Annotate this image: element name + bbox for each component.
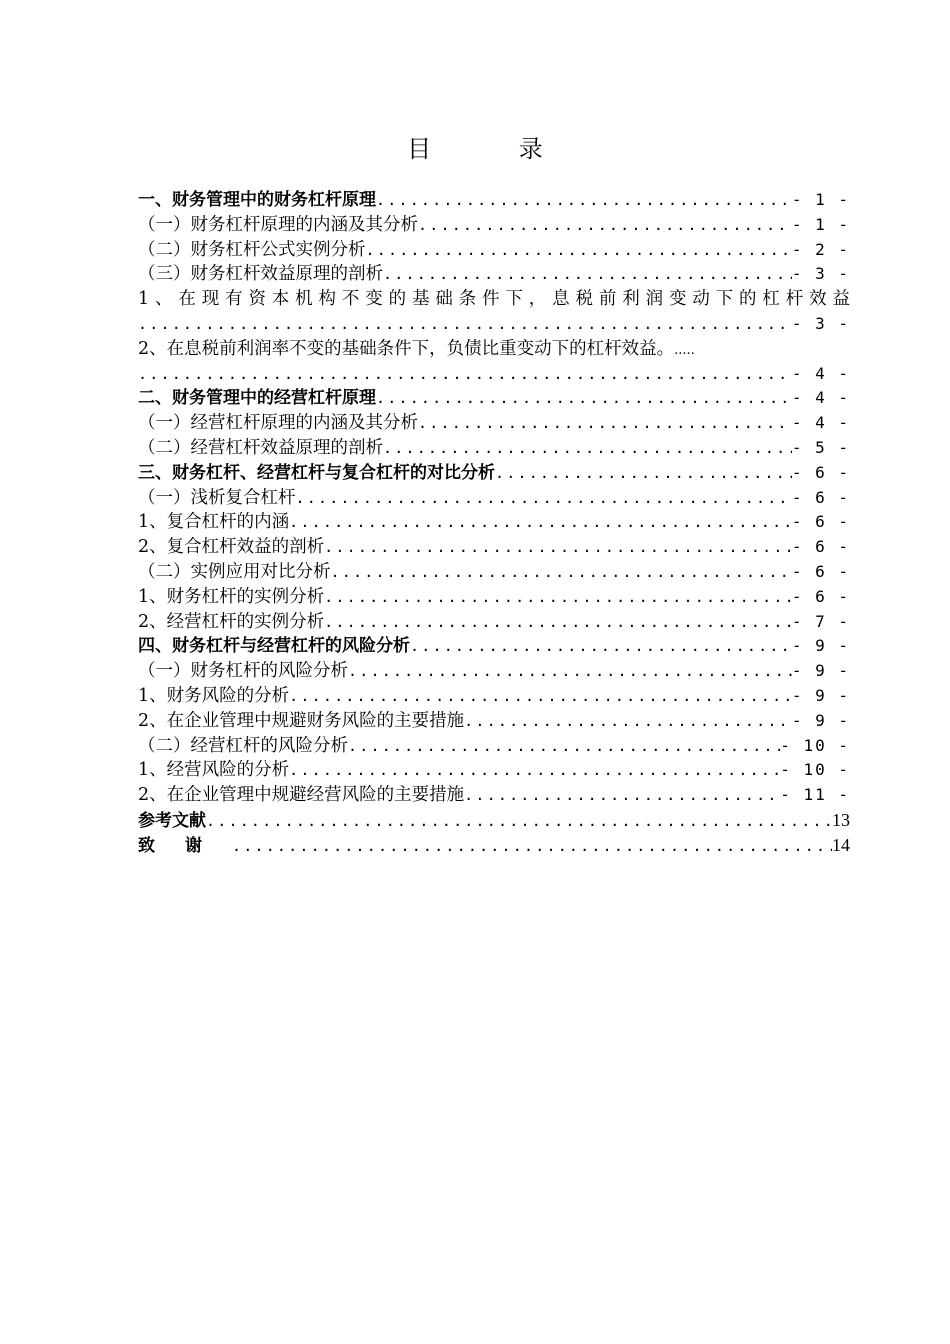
toc-page-number: - 7 -: [791, 611, 850, 631]
dot-leader: [383, 436, 792, 461]
toc-entry-label: 三、财务杠杆、经营杠杆与复合杠杆的对比分析: [138, 462, 495, 483]
dot-leader: [232, 834, 832, 859]
toc-entry-label: （二）经营杠杆的风险分析: [138, 735, 348, 756]
dot-leader: [324, 585, 792, 610]
toc-entry[interactable]: [138, 610, 850, 635]
toc-page-number: - 3 -: [791, 313, 850, 333]
dot-leader: [383, 262, 792, 287]
dot-leader: [376, 188, 792, 213]
toc-page-number: - 9 -: [791, 685, 850, 705]
toc-entry[interactable]: [138, 386, 850, 411]
toc-entry[interactable]: [138, 684, 850, 709]
toc-entry-label: 1、经营风险的分析: [138, 760, 290, 781]
toc-page-number: - 4 -: [791, 413, 850, 433]
toc-page-number: - 3 -: [791, 264, 850, 284]
dot-leader: [418, 213, 792, 238]
toc-page-number: - 6 -: [791, 487, 850, 507]
toc-entry-label: （一）浅析复合杠杆: [138, 487, 296, 508]
toc-entry-label: （二）实例应用对比分析: [138, 561, 331, 582]
dot-leader: [331, 560, 792, 585]
toc-entry[interactable]: [138, 709, 850, 734]
toc-entry[interactable]: [138, 659, 850, 684]
toc-entry[interactable]: [138, 758, 850, 783]
toc-page-number: - 9 -: [791, 636, 850, 656]
toc-entry-label: （一）财务杠杆的风险分析: [138, 661, 348, 682]
toc-entry-label: 2、复合杠杆效益的剖析: [138, 537, 325, 558]
toc-page-number: - 6 -: [791, 586, 850, 606]
toc-entry-label: 二、财务管理中的经营杠杆原理: [138, 388, 376, 409]
toc-entry[interactable]: [138, 535, 850, 560]
toc-entry[interactable]: [138, 560, 850, 585]
dot-leader: [376, 386, 792, 411]
toc-entry-label: 2、经营杠杆的实例分析: [138, 611, 325, 632]
toc-entry-label: 四、财务杠杆与经营杠杆的风险分析: [138, 636, 410, 657]
toc-page-number: - 6 -: [791, 462, 850, 482]
toc-entry-wrapped-second-line[interactable]: [138, 312, 850, 337]
toc-entry[interactable]: [138, 238, 850, 263]
toc-page-number: - 11 -: [780, 785, 850, 805]
toc-entry-label: 2、在息税前利润率不变的基础条件下，负债比重变动下的杠杆效益。: [138, 338, 675, 359]
dot-leader: [289, 510, 792, 535]
toc-entry-wrapped-second-line[interactable]: [138, 362, 850, 387]
toc-page-number: - 9 -: [791, 661, 850, 681]
toc-entry-label: （一）经营杠杆原理的内涵及其分析: [138, 413, 418, 434]
toc-entry-label: 参考文献: [138, 810, 206, 831]
toc-page-number: - 1 -: [791, 190, 850, 209]
toc-entry[interactable]: [138, 783, 850, 808]
toc-entry[interactable]: [138, 808, 850, 833]
toc-page-number: - 4 -: [791, 388, 850, 408]
toc-entry-label: 致谢: [138, 835, 232, 856]
dot-leader: [289, 684, 792, 709]
toc-page-number: - 6 -: [791, 512, 850, 532]
toc-entry[interactable]: [138, 213, 850, 238]
toc-page-number: - 2 -: [791, 239, 850, 259]
toc-page-number: - 4 -: [791, 363, 850, 383]
dot-leader: [366, 238, 792, 263]
toc-entry[interactable]: [138, 734, 850, 759]
toc-entry-label: （三）财务杠杆效益原理的剖析: [138, 264, 383, 285]
toc-entry-label: （一）财务杠杆原理的内涵及其分析: [138, 214, 418, 235]
dot-leader: [289, 758, 780, 783]
toc-entry-label: 1、在现有资本机构不变的基础条件下，息税前利润变动下的杠杆效益: [138, 289, 850, 310]
dot-leader: [495, 461, 792, 486]
dot-leader: [138, 312, 792, 337]
dot-leader: [410, 634, 792, 659]
toc-entry-label: 1、复合杠杆的内涵: [138, 512, 290, 533]
toc-page-number: - 1 -: [791, 214, 850, 234]
dot-leader: [464, 709, 792, 734]
toc-page-number: - 6 -: [791, 537, 850, 557]
dot-leader: [206, 809, 832, 834]
toc-entry[interactable]: [138, 411, 850, 436]
toc-entry[interactable]: [138, 486, 850, 511]
toc-entry-label: 1、财务杠杆的实例分析: [138, 586, 325, 607]
toc-entry[interactable]: [138, 262, 850, 287]
dot-leader: [348, 659, 792, 684]
toc-entry[interactable]: [138, 634, 850, 659]
toc-entry[interactable]: [138, 833, 850, 858]
toc-entry-tail-dots: .....: [674, 342, 695, 358]
table-of-contents: [138, 188, 850, 858]
toc-page-number: 14: [832, 834, 850, 855]
toc-entry[interactable]: [138, 585, 850, 610]
toc-entry[interactable]: [138, 436, 850, 461]
toc-entry[interactable]: [138, 510, 850, 535]
dot-leader: [324, 535, 792, 560]
toc-page-number: 13: [832, 809, 850, 830]
toc-page-number: - 5 -: [791, 437, 850, 457]
toc-entry-label: 1、财务风险的分析: [138, 685, 290, 706]
toc-entry-label: 2、在企业管理中规避经营风险的主要措施: [138, 785, 465, 806]
toc-page-number: - 10 -: [780, 760, 850, 780]
dot-leader: [418, 411, 792, 436]
page-title: 目 录: [407, 135, 583, 163]
dot-leader: [296, 486, 792, 511]
toc-entry-label: 一、财务管理中的财务杠杆原理: [138, 190, 376, 210]
toc-entry-wrapped-first-line[interactable]: [138, 337, 850, 362]
toc-entry-wrapped-first-line[interactable]: [138, 287, 850, 312]
dot-leader: [138, 362, 792, 387]
toc-entry-label: 2、在企业管理中规避财务风险的主要措施: [138, 710, 465, 731]
toc-page-number: - 10 -: [780, 735, 850, 755]
dot-leader: [324, 610, 792, 635]
toc-entry[interactable]: [138, 188, 850, 213]
dot-leader: [464, 783, 780, 808]
toc-page-number: - 9 -: [791, 710, 850, 730]
toc-page-number: - 6 -: [791, 561, 850, 581]
toc-entry-label: （二）经营杠杆效益原理的剖析: [138, 437, 383, 458]
dot-leader: [348, 734, 780, 759]
toc-entry-label: （二）财务杠杆公式实例分析: [138, 239, 366, 260]
toc-entry[interactable]: [138, 461, 850, 486]
